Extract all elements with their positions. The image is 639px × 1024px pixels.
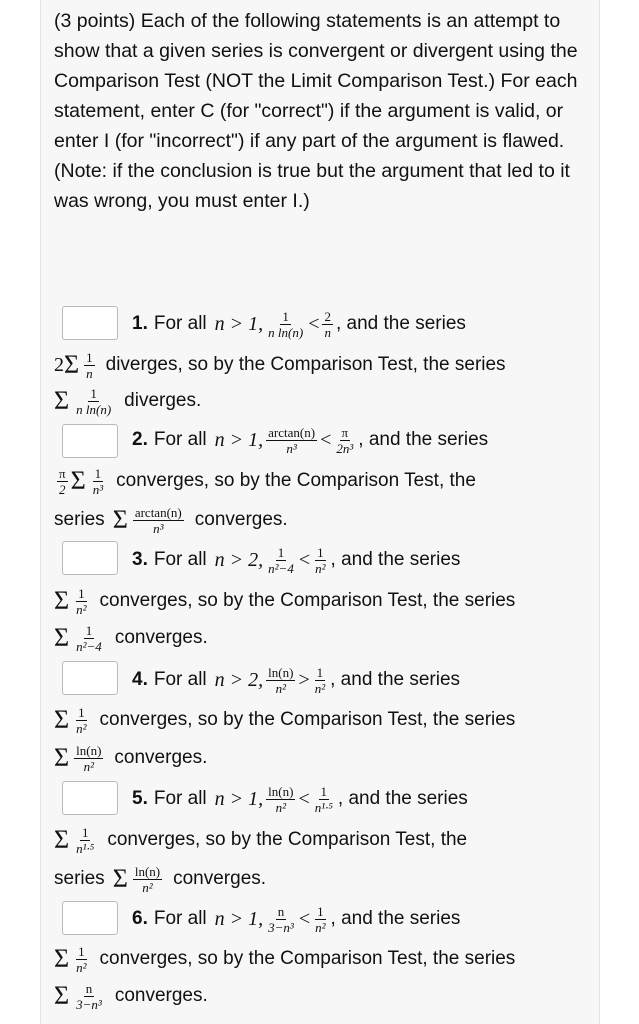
lhs-fraction: $\frac{1}{\text{n ln(n)}}$ xyxy=(268,308,304,340)
statement-6-line-2: Σ $\frac{1}{\text{n²}}$ converges , so by the Comparison Test, the series xyxy=(54,943,516,975)
statement-5-line-1: 5. For all n > 1, $\frac{\ln(n)}{\text{n²}}$ < $\frac{1}{\text{n¹·⁵}}$ , and the series xyxy=(132,783,468,815)
question-instructions xyxy=(54,6,594,216)
rhs-fraction: $\frac{2}{n}$ xyxy=(324,308,331,340)
statement-1-line-2: 2 Σ $\frac{1}{n}$ diverges , so by the Comparison Test, the series xyxy=(54,349,506,381)
answer-input-6[interactable] xyxy=(62,901,118,935)
answer-input-4[interactable] xyxy=(62,661,118,695)
instructions-text: (3 points) Each of the following statements is an attempt to show that a given series is convergent or divergent using the Comparison Test (NOT the Limit Comparison Test.) For each statement, enter C (for "correct") if the argument is valid, or enter I (for "incorrect") if any part of the argument is flawed. (Note: if the conclusion is true but the argument that led to it was wrong, you must enter I.) xyxy=(54,10,578,212)
statement-1-line-3: Σ $\frac{1}{\text{n ln(n)}}$ diverges. xyxy=(54,385,202,417)
statement-2-line-1: 2. For all n > 1, $\frac{\arctan(n)}{\text{n³}}$ < $\frac{\pi}{\text{2n³}}$ , and the series xyxy=(132,424,489,456)
statement-3-line-3: Σ $\frac{1}{\text{n²−4}}$ converges. xyxy=(54,622,208,654)
statement-4-line-3: Σ $\frac{\ln(n)}{\text{n²}}$ converges. xyxy=(54,742,208,774)
answer-input-5[interactable] xyxy=(62,781,118,815)
statement-3-line-2: Σ $\frac{1}{\text{n²}}$ converges , so by the Comparison Test, the series xyxy=(54,585,516,617)
answer-input-1[interactable] xyxy=(62,306,118,340)
statement-6-line-1: 6. For all n > 1, $\frac{n}{\text{3−n³}}$ < $\frac{1}{\text{n²}}$ , and the series xyxy=(132,903,461,935)
statement-6-line-3: Σ $\frac{n}{\text{3−n³}}$ converges. xyxy=(54,980,208,1012)
statement-5-line-3: series Σ $\frac{\ln(n)}{\text{n²}}$ converges. xyxy=(54,863,267,895)
statement-2-line-3: series Σ $\frac{\arctan(n)}{\text{n³}}$ converges. xyxy=(54,504,288,536)
statement-5-line-2: Σ $\frac{1}{\text{n¹·⁵}}$ converges , so by the Comparison Test, the xyxy=(54,824,468,856)
statement-1-line-1: 1. For all n > 1, $\frac{1}{\text{n ln(n)}}$ < $\frac{2}{n}$ , and the series xyxy=(132,308,466,340)
statement-4-line-2: Σ $\frac{1}{\text{n²}}$ converges , so by the Comparison Test, the series xyxy=(54,704,516,736)
statement-4-line-1: 4. For all n > 2, $\frac{\ln(n)}{\text{n²}}$ > $\frac{1}{\text{n²}}$ , and the series xyxy=(132,664,461,696)
statement-3-line-1: 3. For all n > 2, $\frac{1}{\text{n²−4}}$ < $\frac{1}{\text{n²}}$ , and the series xyxy=(132,544,461,576)
answer-input-2[interactable] xyxy=(62,424,118,458)
answer-input-3[interactable] xyxy=(62,541,118,575)
statement-2-line-2: $\frac{\pi}{2}$ Σ $\frac{1}{\text{n³}}$ converges , so by the Comparison Test, the xyxy=(59,465,476,497)
sigma-symbol: Σ xyxy=(64,350,80,379)
